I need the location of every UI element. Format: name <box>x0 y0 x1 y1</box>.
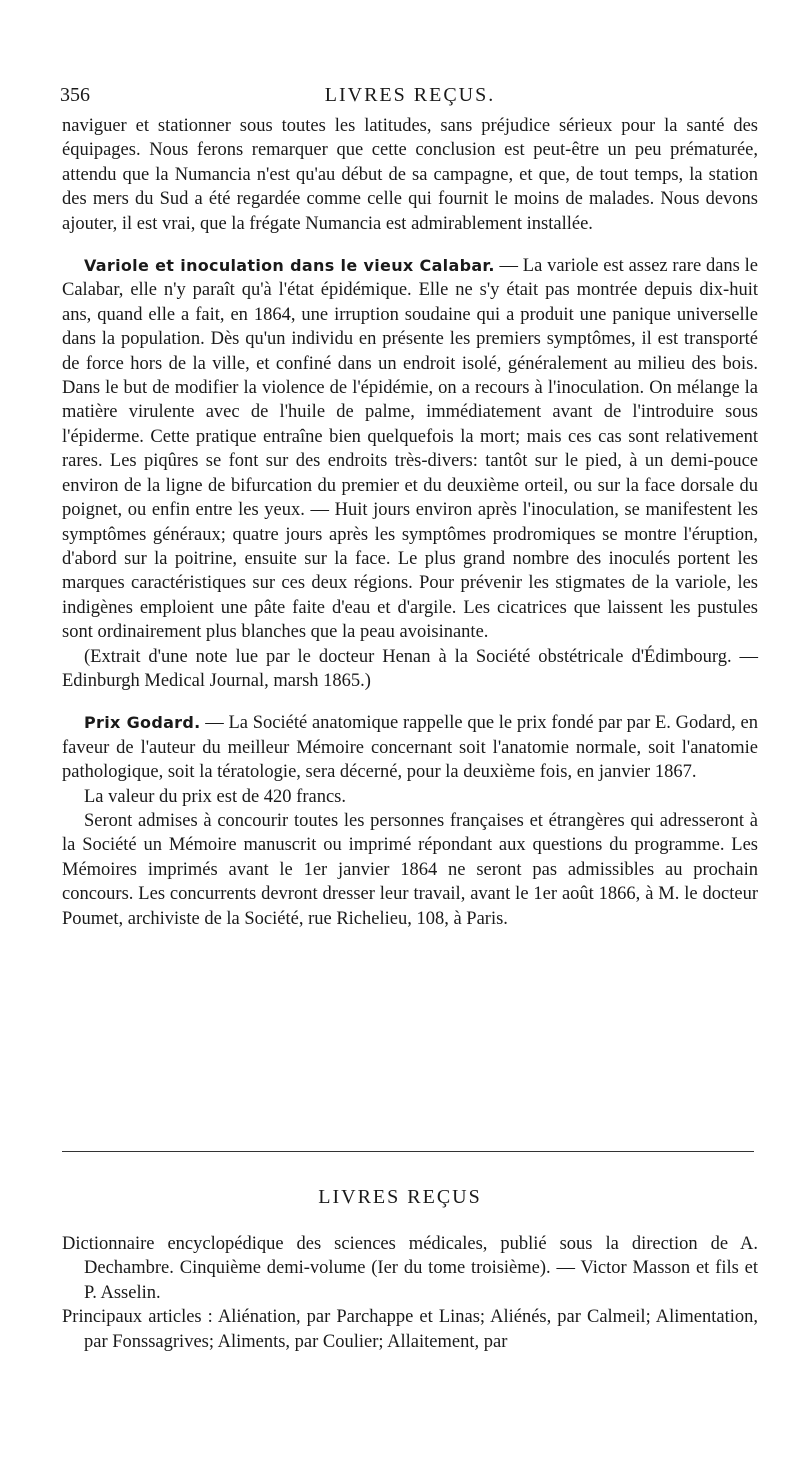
prix-value: La valeur du prix est de 420 francs. <box>84 786 346 807</box>
variole-text: — La variole est assez rare dans le Calabar, elle n'y paraît qu'à l'état épidémique. Elle ne s'y était pas montrée depuis dix-huit ans, quand elle a fait, en 1864, une irruption soudaine qui a produit une panique universelle dans la population. Dès qu'un individu en présente les premiers symptômes, il est transporté de force hors de la ville, et confiné dans un endroit isolé, généralement au milieu des bois. Dans le but de modifier la violence de l'épidémie, on a recours à l'inoculation. On mélange la matière virulente avec de l'huile de palme, immédiatement avant de l'introduire sous l'épiderme. Cette pratique entraîne bien quelquefois la mort; mais ces cas sont relativement rares. Les piqûres se font sur des endroits très-divers: tantôt sur le pied, à un demi-pouce environ de la ligne de bifurcation du premier et du deuxième orteil, ou sur la face dorsale du poignet, ou enfin entre les yeux. — Huit jours environ après l'inoculation, se manifestent les symptômes généraux; quatre jours après les symptômes prodromiques se montre l'éruption, d'abord sur la poitrine, ensuite sur la face. Le plus grand nombre des inoculés portent les marques caractéristiques sur ces deux régions. Pour prévenir les stigmates de la variole, les indigènes emploient une pâte faite d'eau et d'argile. Les cicatrices que laissent les pustules sont ordinairement plus blanches que la peau avoisinante. <box>62 256 758 643</box>
prix-paragraph <box>62 711 758 784</box>
page-header <box>60 84 760 110</box>
prix-heading: Prix Godard. <box>84 713 201 733</box>
section-title: LIVRES REÇUS <box>318 1186 482 1208</box>
variole-heading: Variole et inoculation dans le vieux Calabar. <box>84 256 495 276</box>
article-body <box>62 114 758 931</box>
books-list <box>62 1232 758 1354</box>
page-number: 356 <box>60 84 90 106</box>
running-title: LIVRES REÇUS. <box>324 84 496 106</box>
variole-paragraph <box>62 254 758 645</box>
variole-source: (Extrait d'une note lue par le docteur Henan à la Société obstétricale d'Édimbourg. — Edinburgh Medical Journal, marsh 1865.) <box>62 646 758 691</box>
prix-text: — La Société anatomique rappelle que le prix fondé par par E. Godard, en faveur de l'auteur du meilleur Mémoire concernant soit l'anatomie normale, soit l'anatomie pathologique, soit la tératologie, sera décerné, pour la deuxième fois, en janvier 1867. <box>62 713 758 783</box>
book-entry: Principaux articles : Aliénation, par Parchappe et Linas; Aliénés, par Calmeil; Alimentation, par Fonssagrives; Aliments, par Coulier; Allaitement, par <box>62 1307 758 1352</box>
book-entry: Dictionnaire encyclopédique des sciences médicales, publié sous la direction de A. Dechambre. Cinquième demi-volume (Ier du tome troisième). — Victor Masson et fils et P. Asselin. <box>62 1234 758 1303</box>
prix-rules: Seront admises à concourir toutes les personnes françaises et étrangères qui adresseront à la Société un Mémoire manuscrit ou imprimé répondant aux questions du programme. Les Mémoires imprimés avant le 1er janvier 1864 ne seront pas admissibles au prochain concours. Les concurrents devront dresser leur travail, avant le 1er août 1866, à M. le docteur Poumet, archiviste de la Société, rue Richelieu, 108, à Paris. <box>62 810 758 929</box>
section-divider <box>62 1151 754 1152</box>
continuation-paragraph: naviguer et stationner sous toutes les latitudes, sans préjudice sérieux pour la santé des équipages. Nous ferons remarquer que cette conclusion est peut-être un peu prématurée, attendu que la Numancia n'est qu'au début de sa campagne, et que, de tout temps, la station des mers du Sud a été regardée comme celle qui fournit le moins de malades. Nous devons ajouter, il est vrai, que la frégate Numancia est admirablement installée. <box>62 116 758 234</box>
